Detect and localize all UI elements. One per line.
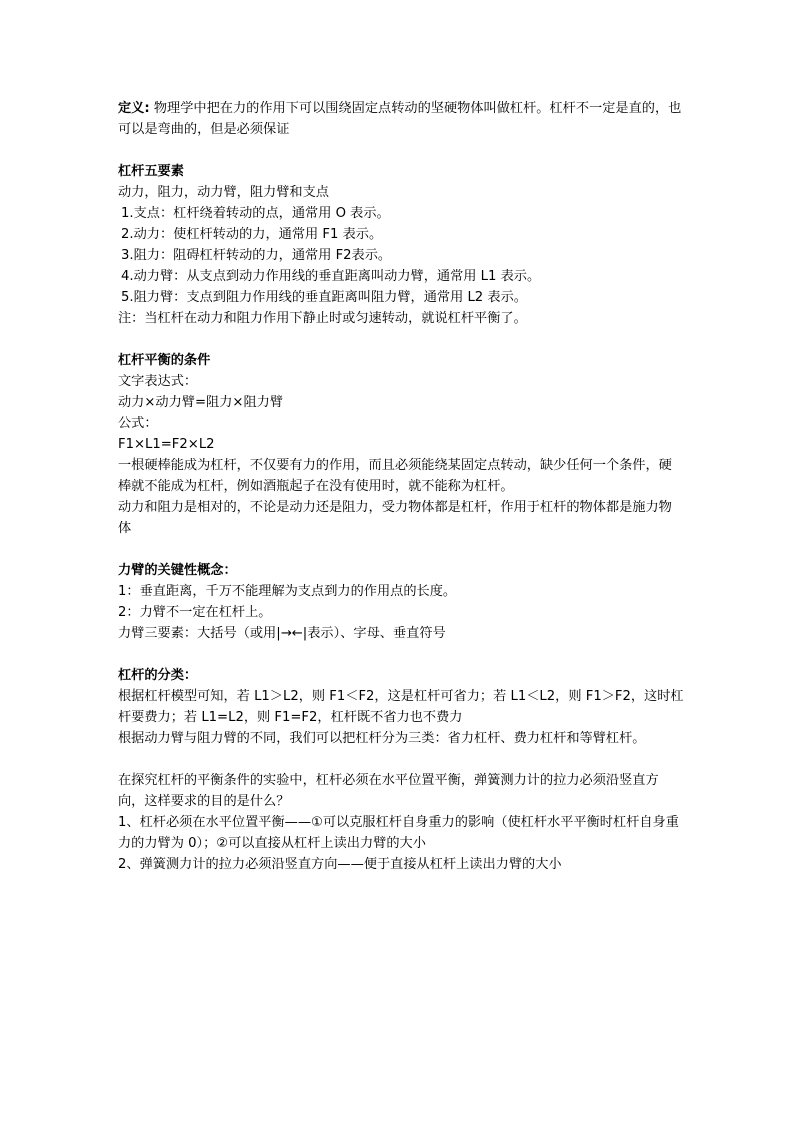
balance-paragraph-1: 一根硬棒能成为杠杆，不仅要有力的作用，而且必须能绕某固定点转动，缺少任何一个条件，硬棒就不能成为杠杆，例如酒瓶起子在没有使用时，就不能称为杠杆。 [118, 458, 672, 494]
five-elements-heading: 杠杆五要素 [118, 164, 184, 179]
spacer [118, 329, 684, 350]
definition-label: 定义: [118, 101, 150, 116]
five-elements-summary: 动力，阻力，动力臂，阻力臂和支点 [118, 185, 329, 200]
element-item-effort: 2.动力：使杠杆转动的力，通常用 F1 表示。 [121, 227, 383, 242]
balance-paragraph-2: 动力和阻力是相对的，不论是动力还是阻力，受力物体都是杠杆，作用于杠杆的物体都是施力物体 [118, 500, 672, 536]
element-item-resistance-arm: 5.阻力臂：支点到阻力作用线的垂直距离叫阻力臂，通常用 L2 表示。 [121, 290, 527, 305]
balance-heading: 杠杆平衡的条件 [118, 353, 211, 368]
five-elements-note: 注：当杠杆在动力和阻力作用下静止时或匀速转动，就说杠杆平衡了。 [118, 311, 527, 326]
element-item-effort-arm: 4.动力臂：从支点到动力作用线的垂直距离叫动力臂，通常用 L1 表示。 [121, 269, 541, 284]
balance-formula-label: 公式： [118, 416, 158, 431]
balance-text-formula: 动力×动力臂=阻力×阻力臂 [118, 395, 284, 410]
balance-formula: F1×L1=F2×L2 [118, 437, 215, 452]
balance-text-label: 文字表达式： [118, 374, 198, 389]
experiment-answer-1: 1、杠杆必须在水平位置平衡——①可以克服杠杆自身重力的影响（使杠杆水平平衡时杠杆自身重力的力臂为 0）；②可以直接从杠杆上读出力臂的大小 [118, 815, 679, 851]
classification-paragraph-1: 根据杠杆模型可知，若 L1＞L2，则 F1＜F2，这是杠杆可省力；若 L1＜L2，则 F1＞F2，这时杠杆要费力；若 L1=L2，则 F1=F2，杠杆既不省力也不费力 [118, 689, 684, 725]
arm-concept-item-2: 2：力臂不一定在杠杆上。 [118, 605, 272, 620]
experiment-question: 在探究杠杆的平衡条件的实验中，杠杆必须在水平位置平衡，弹簧测力计的拉力必须沿竖直方向，这样要求的目的是什么？ [118, 773, 659, 809]
spacer [118, 749, 684, 770]
classification-heading: 杠杆的分类： [118, 668, 198, 683]
experiment-answer-2: 2、弹簧测力计的拉力必须沿竖直方向——便于直接从杠杆上读出力臂的大小 [118, 857, 562, 872]
arm-concept-item-1: 1：垂直距离，千万不能理解为支点到力的作用点的长度。 [118, 584, 457, 599]
classification-paragraph-2: 根据动力臂与阻力臂的不同，我们可以把杠杆分为三类：省力杠杆、费力杠杆和等臂杠杆。 [118, 731, 646, 746]
element-item-pivot: 1.支点：杠杆绕着转动的点，通常用 O 表示。 [121, 206, 390, 221]
definition-paragraph [118, 98, 684, 140]
spacer [118, 644, 684, 665]
element-item-resistance: 3.阻力：阻碍杠杆转动的力，通常用 F2表示。 [121, 248, 392, 263]
definition-text: 物理学中把在力的作用下可以围绕固定点转动的坚硬物体叫做杠杆。杠杆不一定是直的，也可以是弯曲的，但是必须保证 [118, 101, 682, 137]
arm-concept-heading: 力臂的关键性概念： [118, 563, 237, 578]
arm-concept-item-3: 力臂三要素：大括号（或用|→←|表示）、字母、垂直符号 [118, 626, 446, 641]
spacer [118, 140, 684, 161]
document-body [118, 98, 684, 875]
spacer [118, 539, 684, 560]
